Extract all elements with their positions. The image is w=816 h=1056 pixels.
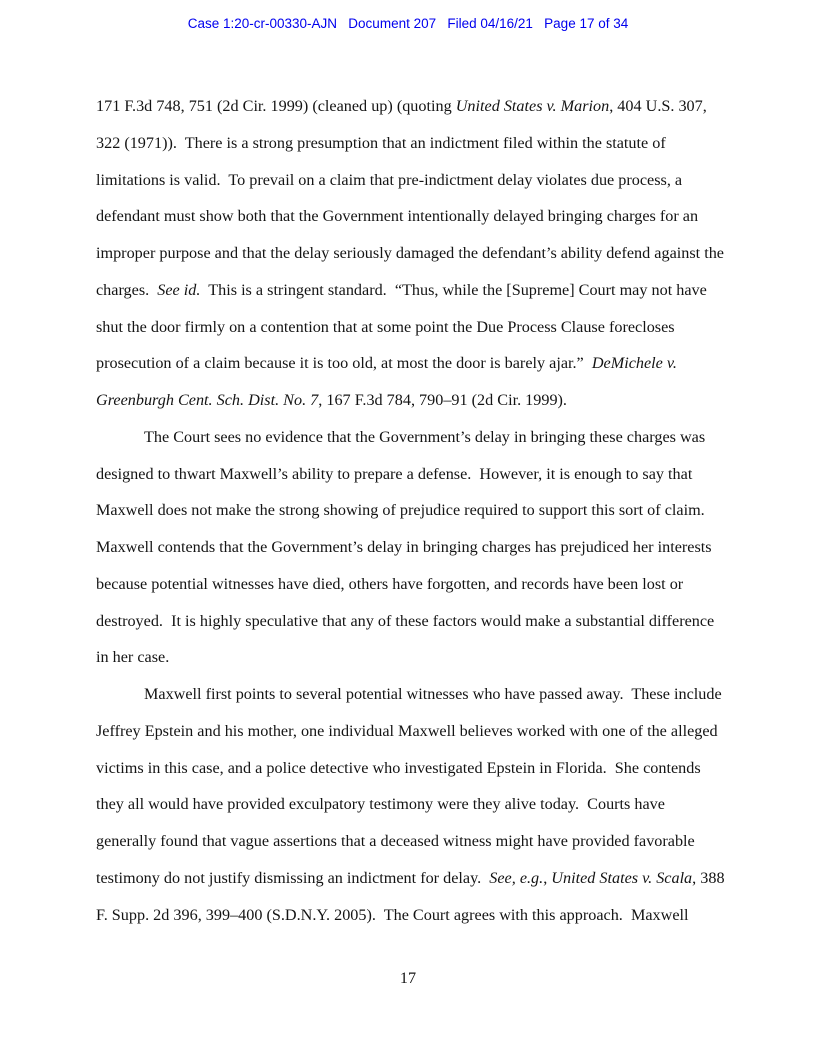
citation-italic-segment: See id. <box>157 280 201 299</box>
text-segment: Maxwell does not make the strong showing of prejudice required to support this sort of claim. <box>96 501 705 520</box>
text-segment: they all would have provided exculpatory testimony were they alive today. Courts have <box>96 795 665 814</box>
text-segment: Jeffrey Epstein and his mother, one individual Maxwell believes worked with one of the alleged <box>96 721 718 740</box>
text-line <box>96 786 728 823</box>
text-line <box>96 88 728 125</box>
text-line <box>96 456 728 493</box>
text-segment: Maxwell contends that the Government’s delay in bringing charges has prejudiced her interests <box>96 538 712 556</box>
text-line <box>96 382 728 419</box>
text-line <box>96 162 728 199</box>
text-segment: improper purpose and that the delay seriously damaged the defendant’s ability defend against the <box>96 244 724 262</box>
text-segment: prosecution of a claim because it is too old, at most the door is barely ajar.” <box>96 354 592 373</box>
text-line <box>96 419 728 456</box>
text-segment: , <box>543 868 552 887</box>
text-line <box>96 676 728 713</box>
text-segment: because potential witnesses have died, others have forgotten, and records have been lost or <box>96 574 684 593</box>
text-line <box>96 529 728 566</box>
text-line <box>96 713 728 750</box>
text-segment: testimony do not justify dismissing an indictment for delay. <box>96 868 490 887</box>
text-segment: , 167 F.3d 784, 790–91 (2d Cir. 1999). <box>318 391 567 409</box>
text-line <box>96 492 728 529</box>
text-line <box>96 639 728 676</box>
text-segment: destroyed. It is highly speculative that any of these factors would make a substantial difference <box>96 611 715 630</box>
text-segment: Maxwell first points to several potential witnesses who have passed away. These include <box>144 685 722 703</box>
text-line <box>96 235 728 272</box>
text-segment: charges. <box>96 280 158 299</box>
text-segment: defendant must show both that the Government intentionally delayed bringing charges for an <box>96 207 699 226</box>
text-line <box>96 309 728 346</box>
citation-italic-segment: Greenburgh Cent. Sch. Dist. No. 7 <box>96 391 319 409</box>
text-segment: 171 F.3d 748, 751 (2d Cir. 1999) (cleaned up) (quoting <box>96 97 456 115</box>
citation-italic-segment: United States v. Scala <box>551 868 693 887</box>
citation-italic-segment: United States v. Marion <box>455 97 610 115</box>
text-segment: The Court sees no evidence that the Government’s delay in bringing these charges was <box>144 427 706 446</box>
citation-italic-segment: See, e.g. <box>489 868 544 887</box>
text-segment: F. Supp. 2d 396, 399–400 (S.D.N.Y. 2005). The Court agrees with this approach. Maxwell <box>96 905 689 924</box>
citation-italic-segment: DeMichele v. <box>591 354 677 373</box>
text-segment: victims in this case, and a police detective who investigated Epstein in Florida. She contends <box>96 758 701 777</box>
page-number: 17 <box>399 969 417 987</box>
text-line <box>96 272 728 309</box>
text-line <box>96 198 728 235</box>
text-line <box>96 750 728 787</box>
text-line <box>96 603 728 640</box>
text-segment: , 388 <box>692 868 725 887</box>
document-body <box>96 88 728 933</box>
ecf-filing-stamp: Case 1:20-cr-00330-AJN Document 207 Filed 04/16/21 Page 17 of 34 <box>187 16 629 31</box>
text-line <box>96 823 728 860</box>
text-line <box>96 345 728 382</box>
text-line <box>96 566 728 603</box>
text-line <box>96 860 728 897</box>
text-segment: generally found that vague assertions that a deceased witness might have provided favorable <box>96 832 695 850</box>
text-line <box>96 125 728 162</box>
text-segment: shut the door firmly on a contention that at some point the Due Process Clause forecloses <box>96 317 675 336</box>
text-segment: This is a stringent standard. “Thus, while the [Supreme] Court may not have <box>200 280 707 299</box>
text-segment: in her case. <box>96 648 170 667</box>
text-segment: 322 (1971)). There is a strong presumption that an indictment filed within the statute of <box>96 133 666 152</box>
text-line <box>96 897 728 934</box>
text-segment: , 404 U.S. 307, <box>609 97 707 115</box>
text-segment: limitations is valid. To prevail on a claim that pre-indictment delay violates due process, a <box>96 170 683 189</box>
text-segment: designed to thwart Maxwell’s ability to prepare a defense. However, it is enough to say that <box>96 464 693 483</box>
